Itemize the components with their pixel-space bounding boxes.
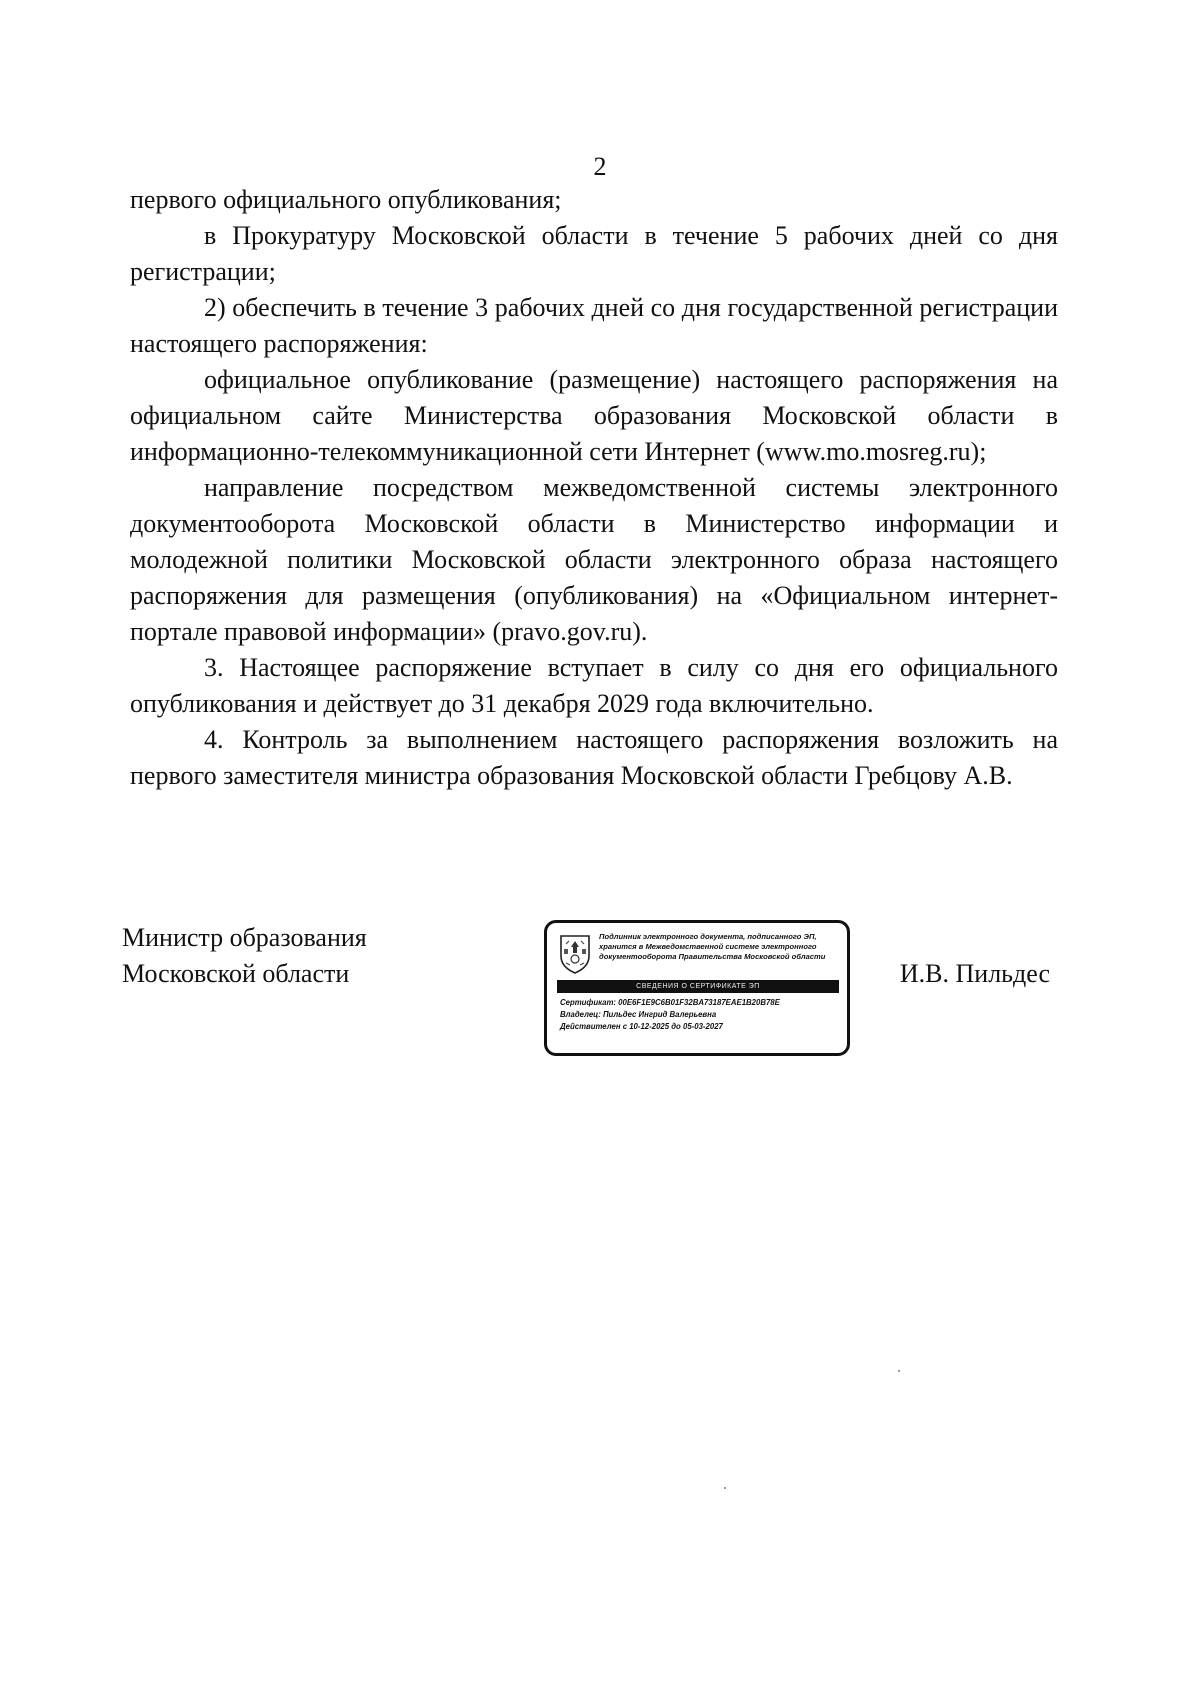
coat-of-arms-icon [557,932,593,974]
stamp-certificate-details [560,997,844,1033]
signature-block [122,920,1062,1060]
signer-position-line: Министр образования [122,923,367,952]
paragraph: 4. Контроль за выполнением настоящего распоряжения возложить на первого заместителя министра образования Московской области Гребцову А.В. [130,725,1058,790]
scan-speck [898,1370,900,1372]
paragraph: первого официального опубликования; [130,185,562,214]
stamp-notice [599,932,845,962]
paragraph: направление посредством межведомственной системы электронного документооборота Московской области в Министерство информации и молодежной политики Московской области электронного образа настоящего распоряжения для размещения (опубликования) на «Официальном интернет-портале правовой информации» (pravo.gov.ru). [130,473,1058,646]
stamp-notice-line: Подлинник электронного документа, подписанного ЭП, [599,932,817,941]
scan-speck [724,1487,726,1489]
stamp-notice-line: документооборота Правительства Московской области [599,952,826,961]
stamp-notice-line: хранится в Межведомственной системе электронного [599,942,817,951]
document-body [130,182,1058,794]
page-number: 2 [593,152,607,181]
paragraph: официальное опубликование (размещение) настоящего распоряжения на официальном сайте Министерства образования Московской области в информационно-телекоммуникационной сети Интернет (www.mo.mosreg.ru); [130,365,1058,466]
stamp-owner: Владелец: Пильдес Ингрид Валерьевна [560,1010,717,1019]
signer-position [122,920,367,992]
paragraph: в Прокуратуру Московской области в течение 5 рабочих дней со дня регистрации; [130,221,1058,286]
signer-name: И.В. Пильдес [899,959,1050,988]
paragraph: 2) обеспечить в течение 3 рабочих дней со дня государственной регистрации настоящего распоряжения: [130,293,1058,358]
stamp-validity: Действителен с 10-12-2025 до 05-03-2027 [560,1022,723,1031]
paragraph: 3. Настоящее распоряжение вступает в силу со дня его официального опубликования и действует до 31 декабря 2029 года включительно. [130,653,1058,718]
stamp-certificate: Сертификат: 00E6F1E9C6B01F32BA73187EAE1B20B78E [560,998,780,1007]
stamp-banner: СВЕДЕНИЯ О СЕРТИФИКАТЕ ЭП [557,980,839,993]
electronic-signature-stamp [544,920,850,1056]
signer-position-line: Московской области [122,959,350,988]
